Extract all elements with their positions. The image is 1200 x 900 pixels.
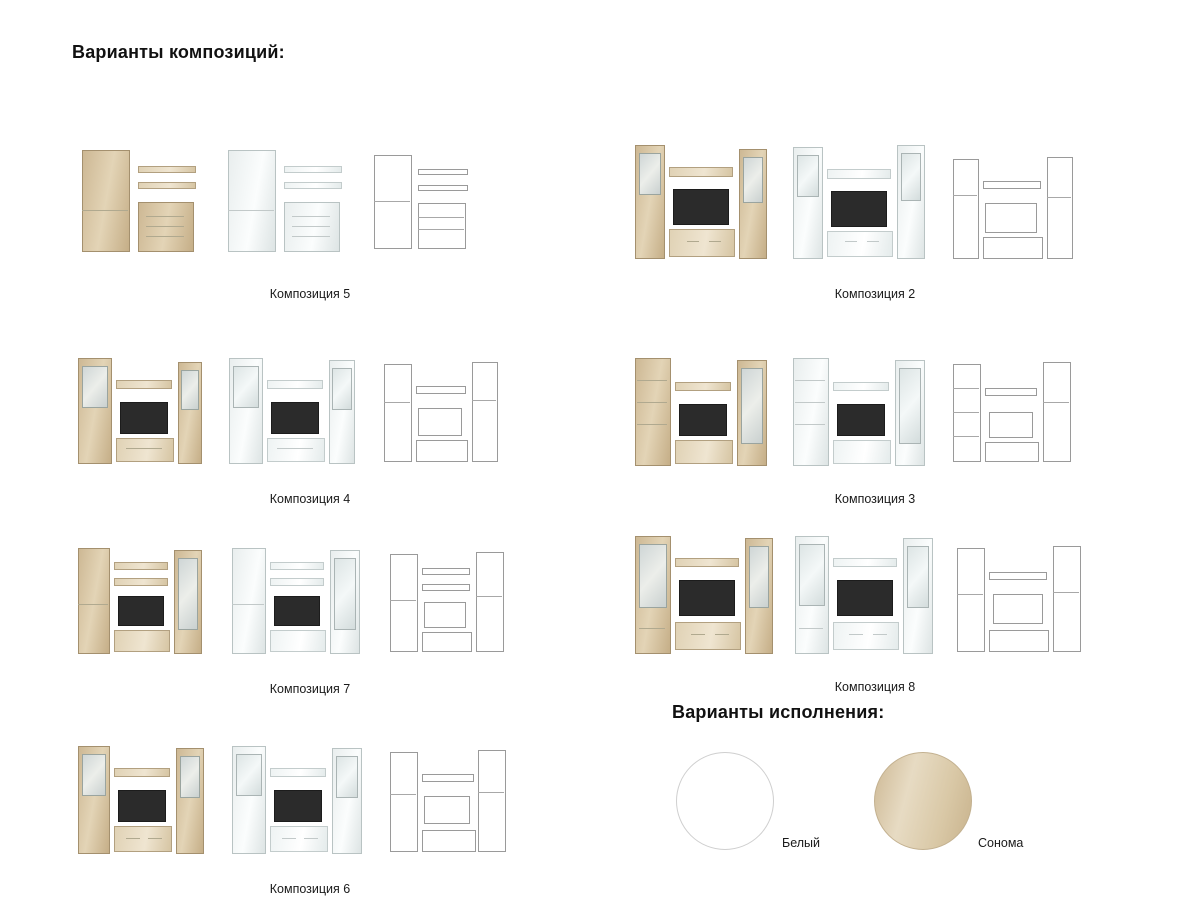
- finish-label-white: Белый: [782, 836, 821, 850]
- composition-variants-2: [625, 105, 1125, 265]
- variant-white-render: [787, 528, 949, 658]
- composition-caption: Композиция 5: [269, 287, 351, 301]
- furniture-illustration: [625, 358, 785, 470]
- variant-sonoma-render: [60, 730, 218, 860]
- furniture-illustration: [625, 145, 785, 265]
- composition-block-2[interactable]: [625, 105, 1125, 301]
- composition-block-3[interactable]: [625, 310, 1125, 506]
- furniture-illustration: [60, 548, 218, 660]
- composition-caption: Композиция 7: [269, 682, 351, 696]
- composition-variants-7: [60, 500, 560, 660]
- furniture-illustration: [370, 362, 525, 470]
- finish-label-sonoma: Сонома: [978, 836, 1024, 850]
- composition-variants-4: [60, 310, 560, 470]
- finish-swatch-white[interactable]: [676, 752, 774, 850]
- furniture-illustration: [60, 150, 210, 265]
- composition-caption: Композиция 6: [269, 882, 351, 896]
- variant-wireframe: [370, 340, 525, 470]
- furniture-illustration: [218, 746, 376, 860]
- composition-caption: Композиция 8: [834, 680, 916, 694]
- variant-white-render: [785, 340, 945, 470]
- composition-caption: Композиция 4: [269, 492, 351, 506]
- composition-caption: Композиция 2: [834, 287, 916, 301]
- furniture-illustration: [785, 145, 945, 265]
- composition-variants-5: [60, 105, 560, 265]
- composition-block-4[interactable]: [60, 310, 560, 506]
- page-title-finishes: Варианты исполнения:: [672, 702, 885, 722]
- furniture-illustration: [376, 750, 534, 860]
- composition-caption: Композиция 3: [834, 492, 916, 506]
- furniture-illustration: [210, 150, 360, 265]
- variant-sonoma-render: [625, 528, 787, 658]
- furniture-illustration: [949, 546, 1111, 658]
- composition-variants-6: [60, 700, 560, 860]
- variant-wireframe: [376, 730, 534, 860]
- variant-white-render: [785, 135, 945, 265]
- composition-variants-8: [625, 498, 1125, 658]
- variant-white-render: [218, 530, 376, 660]
- variant-wireframe: [376, 530, 534, 660]
- variant-sonoma-render: [60, 530, 218, 660]
- variant-white-render: [218, 730, 376, 860]
- furniture-illustration: [945, 362, 1105, 470]
- composition-block-5[interactable]: [60, 105, 560, 301]
- furniture-illustration: [945, 155, 1105, 265]
- furniture-illustration: [218, 548, 376, 660]
- furniture-illustration: [785, 358, 945, 470]
- furniture-illustration: [360, 155, 510, 265]
- finish-option-sonoma[interactable]: [874, 752, 1024, 850]
- composition-variants-3: [625, 310, 1125, 470]
- variant-white-render: [215, 340, 370, 470]
- composition-block-7[interactable]: [60, 500, 560, 696]
- furniture-illustration: [787, 536, 949, 658]
- variant-white-render: [210, 135, 360, 265]
- variant-sonoma-render: [625, 135, 785, 265]
- composition-block-8[interactable]: [625, 498, 1125, 694]
- variant-wireframe: [949, 528, 1111, 658]
- variant-wireframe: [945, 135, 1105, 265]
- composition-block-6[interactable]: [60, 700, 560, 896]
- variant-wireframe: [945, 340, 1105, 470]
- furniture-illustration: [625, 536, 787, 658]
- variant-sonoma-render: [60, 135, 210, 265]
- furniture-illustration: [215, 358, 370, 470]
- furniture-illustration: [60, 746, 218, 860]
- furniture-illustration: [376, 552, 534, 660]
- furniture-illustration: [60, 358, 215, 470]
- finish-swatch-sonoma[interactable]: [874, 752, 972, 850]
- variant-wireframe: [360, 135, 510, 265]
- finish-option-white[interactable]: [676, 752, 821, 850]
- page-title-compositions: Варианты композиций:: [72, 42, 285, 62]
- variant-sonoma-render: [60, 340, 215, 470]
- variant-sonoma-render: [625, 340, 785, 470]
